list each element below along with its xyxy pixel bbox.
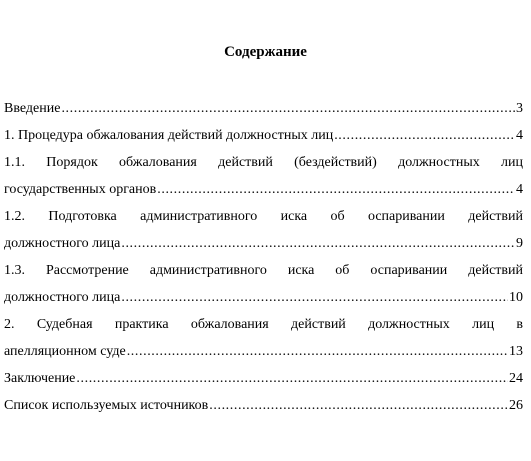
toc-entry-text-line1: 2. Судебная практика обжалования действий должностных лиц в [4, 317, 523, 332]
toc-entry-text: Список используемых источников [4, 398, 209, 413]
toc-entry-page: 9 [516, 236, 523, 251]
toc-entry-text: 1. Процедура обжалования действий должностных лиц [4, 128, 334, 143]
toc-entry-page: 4 [516, 182, 523, 197]
toc-entry-section-1-3[interactable] [4, 257, 523, 311]
toc-entry-introduction[interactable] [4, 95, 523, 122]
toc-leader-dots [209, 392, 508, 419]
toc-leader-dots [127, 338, 508, 365]
toc-leader-dots [76, 365, 508, 392]
table-of-contents [4, 95, 523, 419]
toc-entry-section-1-2[interactable] [4, 203, 523, 257]
toc-entry-text: государственных органов [4, 182, 157, 197]
toc-leader-dots [157, 176, 515, 203]
toc-entry-section-1-1[interactable] [4, 149, 523, 203]
toc-entry-page: 13 [509, 344, 523, 359]
toc-entry-text: Заключение [4, 371, 76, 386]
toc-entry-text: должностного лица [4, 290, 121, 305]
toc-entry-text-line1: 1.1. Порядок обжалования действий (бездействий) должностных лиц [4, 155, 523, 170]
toc-entry-conclusion[interactable] [4, 365, 523, 392]
toc-entry-text-line1: 1.2. Подготовка административного иска об оспаривании действий [4, 209, 523, 224]
toc-entry-text: апелляционном суде [4, 344, 126, 359]
toc-leader-dots [61, 95, 515, 122]
toc-entry-sources[interactable] [4, 392, 523, 419]
toc-entry-page: 3 [516, 101, 523, 116]
toc-leader-dots [121, 230, 515, 257]
toc-entry-page: 4 [516, 128, 523, 143]
toc-leader-dots [334, 122, 515, 149]
toc-entry-page: 24 [509, 371, 523, 386]
toc-title: Содержание [224, 44, 307, 60]
toc-leader-dots [121, 284, 508, 311]
toc-entry-section-1[interactable] [4, 122, 523, 149]
toc-entry-text: Введение [4, 101, 61, 116]
toc-entry-text: должностного лица [4, 236, 121, 251]
toc-entry-page: 10 [509, 290, 523, 305]
toc-entry-page: 26 [509, 398, 523, 413]
toc-entry-section-2[interactable] [4, 311, 523, 365]
toc-entry-text-line1: 1.3. Рассмотрение административного иска об оспаривании действий [4, 263, 523, 278]
